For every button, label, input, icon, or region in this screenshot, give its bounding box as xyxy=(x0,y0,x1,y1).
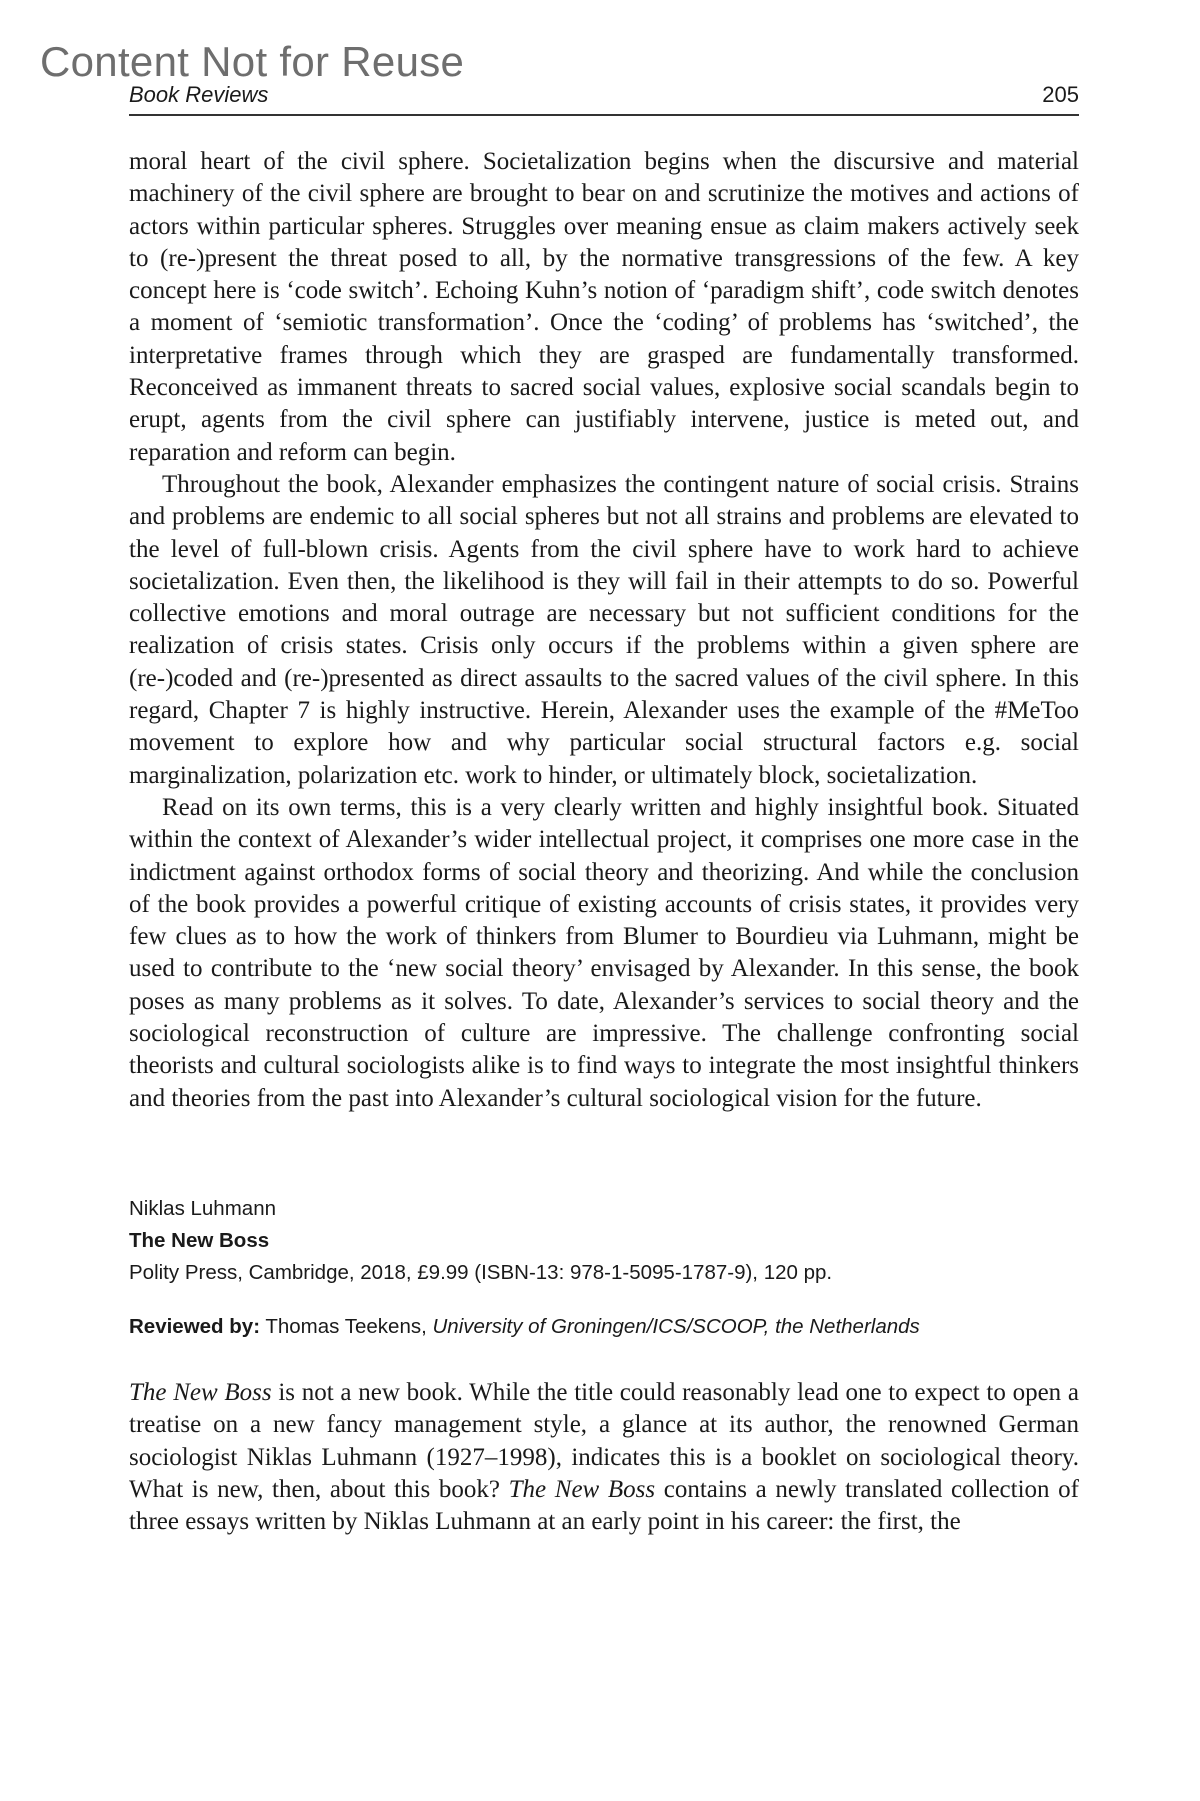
running-head xyxy=(129,82,1079,116)
page xyxy=(129,82,1079,1538)
paragraph-conclusion: Read on its own terms, this is a very clearly written and highly insightful book. Situated within the context of Alexander’s wider intellectual project, it comprises one more case in the indictment against orthodox forms of social theory and theorizing. And while the conclusion of the book provides a powerful critique of existing accounts of crisis states, it provides very few clues as to how the work of thinkers from Blumer to Bourdieu via Luhmann, might be used to contribute to the ‘new social theory’ envisaged by Alexander. In this sense, the book poses as many problems as it solves. To date, Alexander’s services to social theory and the sociological reconstruction of culture are impressive. The challenge confronting social theorists and cultural sociologists alike is to find ways to integrate the most insightful thinkers and theories from the past into Alexander’s cultural sociological vision for the future. xyxy=(129,793,1079,1112)
article-body xyxy=(129,146,1079,1115)
reviewer-name: Thomas Teekens, xyxy=(265,1314,427,1338)
review-intro-paragraph xyxy=(129,1377,1079,1538)
intro-text-part1: is not a new book. While the title could reasonably lead one to expect to open a treatise on a new fancy management style, a glance at its author, the renowned German sociologist Niklas Luhmann (1927–1998), indicates this is a booklet on sociological theory. What is new, then, about this book? xyxy=(129,1378,1079,1503)
reviewed-by xyxy=(129,1315,1079,1339)
review-intro xyxy=(129,1377,1079,1538)
review-header xyxy=(129,1193,1079,1289)
reviewer-affiliation: University of Groningen/ICS/SCOOP, the Netherlands xyxy=(432,1314,920,1338)
watermark: Content Not for Reuse xyxy=(40,38,465,85)
paragraph-continuation: moral heart of the civil sphere. Societalization begins when the discursive and material machinery of the civil sphere are brought to bear on and scrutinize the motives and actions of actors within particular spheres. Struggles over meaning ensue as claim makers actively seek to (re-)present the threat posed to all, by the normative transgressions of the few. A key concept here is ‘code switch’. Echoing Kuhn’s notion of ‘paradigm shift’, code switch denotes a moment of ‘semiotic transformation’. Once the ‘coding’ of problems has ‘switched’, the interpretative frames through which they are grasped are fundamentally transformed. Reconceived as immanent threats to sacred social values, explosive social scandals begin to erupt, agents from the civil sphere can justifiably intervene, justice is meted out, and reparation and reform can begin. xyxy=(129,148,1079,466)
book-title: The New Boss xyxy=(129,1228,270,1252)
book-title-italic: The New Boss xyxy=(129,1378,272,1406)
book-title-italic-2: The New Boss xyxy=(508,1475,656,1503)
intro-text-part2: contains a newly translated collection of three essays written by Niklas Luhmann at an early point in his career: the first, the xyxy=(129,1475,1079,1536)
section-title: Book Reviews xyxy=(129,82,269,107)
publication-details: Polity Press, Cambridge, 2018, £9.99 (ISBN-13: 978-1-5095-1787-9), 120 pp. xyxy=(129,1260,833,1284)
page-number: 205 xyxy=(1042,82,1079,107)
book-author: Niklas Luhmann xyxy=(129,1196,276,1220)
paragraph-contingent-crisis: Throughout the book, Alexander emphasizes the contingent nature of social crisis. Strains and problems are endemic to all social spheres but not all strains and problems are elevated to the level of full-blown crisis. Agents from the civil sphere have to work hard to achieve societalization. Even then, the likelihood is they will fail in their attempts to do so. Powerful collective emotions and moral outrage are necessary but not sufficient conditions for the realization of crisis states. Crisis only occurs if the problems within a given sphere are (re-)coded and (re-)presented as direct assaults to the sacred values of the civil sphere. In this regard, Chapter 7 is highly instructive. Herein, Alexander uses the example of the #MeToo movement to explore how and why particular social structural factors e.g. social marginalization, polarization etc. work to hinder, or ultimately block, societalization. xyxy=(129,470,1079,789)
reviewed-by-label: Reviewed by: xyxy=(129,1314,261,1338)
